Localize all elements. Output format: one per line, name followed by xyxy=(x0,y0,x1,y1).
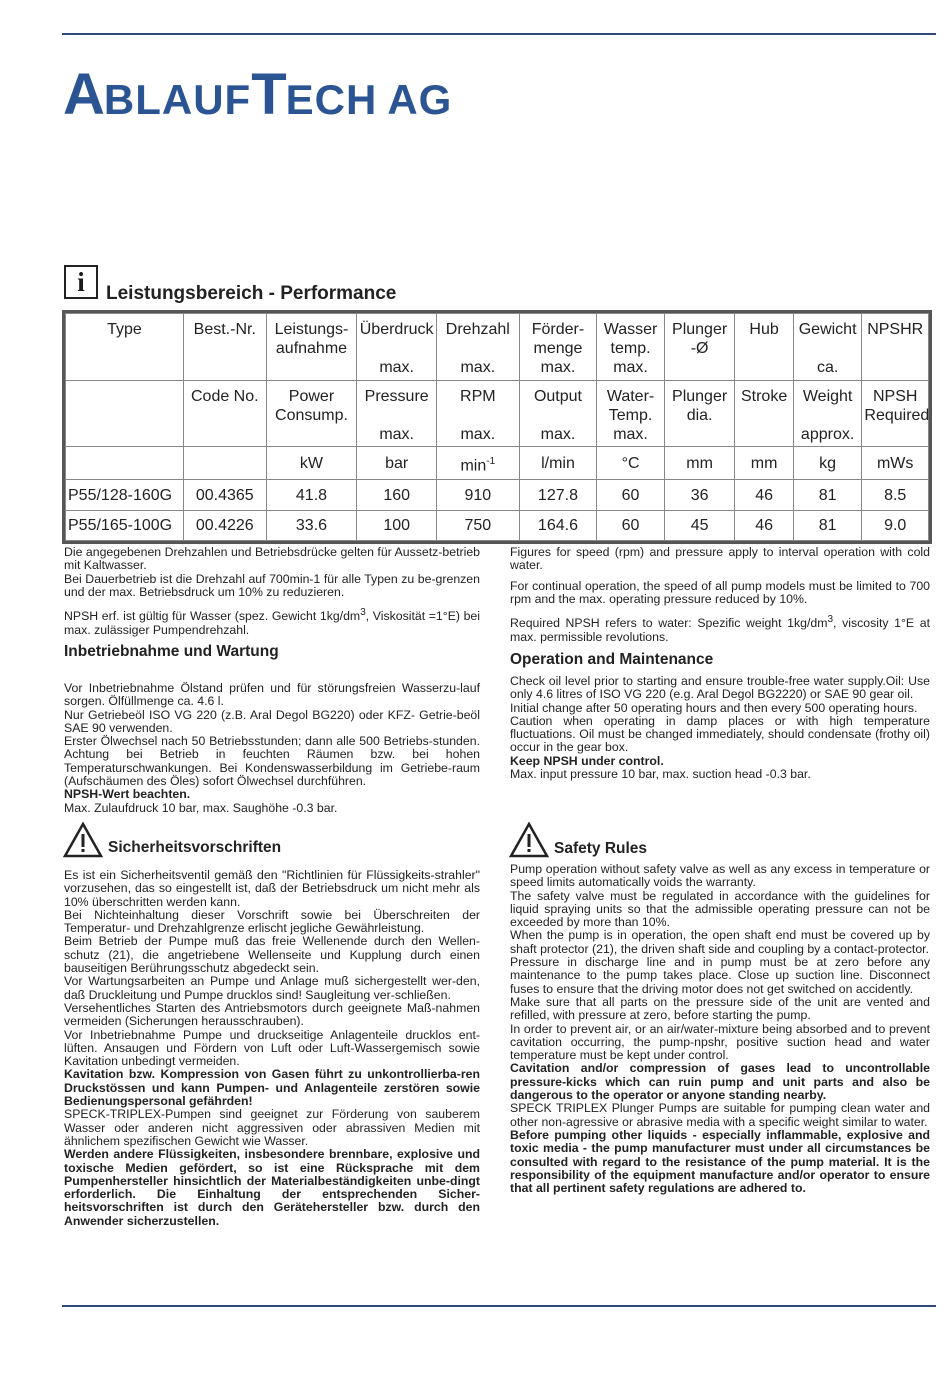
header-cell: Überdruck max. xyxy=(357,314,437,381)
table-cell: 750 xyxy=(436,510,519,540)
table-row xyxy=(66,480,929,510)
note-de-1: Die angegebenen Drehzahlen und Betriebsdrücke gelten für Aussetz-betrieb mit Kaltwasser. xyxy=(64,545,480,573)
table-cell: 45 xyxy=(664,510,735,540)
table-cell: 160 xyxy=(357,480,437,510)
header-cell: Water- Temp. max. xyxy=(597,380,665,447)
note-de-2: Bei Dauerbetrieb ist die Drehzahl auf 700min-1 für alle Typen zu be-grenzen und der max. Betriebsdruck um 10% zu reduzieren. xyxy=(64,571,480,599)
unit-cell: bar xyxy=(357,447,437,480)
table-cell: 00.4365 xyxy=(183,480,266,510)
safety-en-1: Pump operation without safety valve as well as any excess in temperature or speed limits automatically voids the warranty. xyxy=(510,862,930,890)
header-cell: NPSHR xyxy=(862,314,929,381)
unit-cell: l/min xyxy=(519,447,597,480)
table-cell: 9.0 xyxy=(862,510,929,540)
safety-text-en xyxy=(510,863,930,1195)
safety-en-8: SPECK TRIPLEX Plunger Pumps are suitable for pumping clean water and other non-agressive or abrasive media with a specific weight similar to water. xyxy=(510,1101,930,1129)
table-cell: P55/165-100G xyxy=(66,510,184,540)
header-cell: Type xyxy=(66,314,184,381)
table-cell: 8.5 xyxy=(862,480,929,510)
header-cell: Weight approx. xyxy=(793,380,862,447)
table-cell: 00.4226 xyxy=(183,510,266,540)
operation-de-2: Nur Getriebeöl ISO VG 220 (z.B. Aral Degol BG220) oder KFZ- Getrie-beöl SAE 90 verwenden. xyxy=(64,707,480,735)
header-cell: Power Consump. xyxy=(266,380,357,447)
header-cell: Drehzahl max. xyxy=(436,314,519,381)
safety-en-2: The safety valve must be regulated in accordance with the guidelines for liquid spraying units so that the admissible operating pressure can not be exceeded by more than 10%. xyxy=(510,888,930,930)
table-cell: 127.8 xyxy=(519,480,597,510)
table-units-row xyxy=(66,447,929,480)
operation-text-en xyxy=(510,675,930,781)
operation-title-en: Operation and Maintenance xyxy=(510,651,714,668)
warning-icon xyxy=(63,822,103,858)
operation-en-2: Initial change after 50 operating hours and then every 500 operating hours. xyxy=(510,700,918,715)
safety-en-9: Before pumping other liquids - especially inflammable, explosive and toxic media - the pump manufacturer must under all circumstances be consulted with regard to the resistance of the pump material. It is the responsibility of the equipment manufacture and/or operator to ensure that all pertinent safety regulations are adhered to. xyxy=(510,1127,930,1196)
operation-de-3: Erster Ölwechsel nach 50 Betriebsstunden; dann alle 500 Betriebs-stunden. Achtung bei Betrieb in feuchten Räumen bzw. bei hohen Temperaturschwankungen. Bei Kondenswasserbildung im Getriebe-raum (Aufschäumen des Öles) sofort Ölwechsel durchführen. xyxy=(64,734,480,789)
operation-de-4: NPSH-Wert beachten. xyxy=(64,787,191,802)
table-cell: 81 xyxy=(793,480,862,510)
table-row xyxy=(66,510,929,540)
unit-cell xyxy=(66,447,184,480)
operation-de-5: Max. Zulaufdruck 10 bar, max. Saughöhe -0.3 bar. xyxy=(64,800,338,815)
safety-title-en: Safety Rules xyxy=(554,840,648,857)
safety-de-2: Bei Nichteinhaltung dieser Vorschrift sowie bei Überschreiten der Temperatur- und Drehzahlgrenze erlischt jegliche Gewährleistung. xyxy=(64,907,480,936)
operation-title-de: Inbetriebnahme und Wartung xyxy=(64,643,279,660)
header-cell: Hub xyxy=(735,314,793,381)
note-de-3: NPSH erf. ist gültig für Wasser (spez. Gewicht $1kg/dm^3$, Viskosität =1°E) bei max. zulässiger Pumpendrehzahl. xyxy=(64,607,480,637)
unit-cell: mm xyxy=(735,447,793,480)
header-cell: Gewicht ca. xyxy=(793,314,862,381)
table-cell: 46 xyxy=(735,480,793,510)
header-cell: Förder- menge max. xyxy=(519,314,597,381)
safety-text-de xyxy=(64,869,480,1228)
safety-de-8: SPECK-TRIPLEX-Pumpen sind geeignet zur Förderung von sauberem Wasser oder anderen nicht aggressiven oder abrassiven Medien mit ähnlichem spezifischen Gewicht wie Wasser. xyxy=(64,1107,480,1148)
safety-de-1: Es ist ein Sicherheitsventil gemäß den "Richtlinien für Flüssigkeits-strahler" vorzusehen, das so eingestellt ist, daß der Betriebsdruck um nicht mehr als 10% überschritten werden kann. xyxy=(64,868,480,909)
safety-en-5: Make sure that all parts on the pressure side of the unit are vented and refilled, with pressure at zero, before starting the pump. xyxy=(510,994,930,1023)
unit-cell xyxy=(183,447,266,480)
table-header-english xyxy=(66,380,929,447)
header-cell xyxy=(66,380,184,447)
safety-title-de: Sicherheitsvorschriften xyxy=(108,839,282,856)
header-cell: Code No. xyxy=(183,380,266,447)
unit-cell: °C xyxy=(597,447,665,480)
safety-de-4: Vor Wartungsarbeiten an Pumpe und Anlage muß sichergestellt wer-den, daß Druckleitung und Pumpe drucklos sind! Saugleitung ver-schließen. xyxy=(64,974,480,1002)
operation-en-1: Check oil level prior to starting and ensure trouble-free water supply.Oil: Use only 4.6 litres of ISO VG 220 (e.g. Aral Degol BG2220) or SAE 90 gear oil. xyxy=(510,674,930,702)
table-cell: 910 xyxy=(436,480,519,510)
operation-text-de xyxy=(64,682,480,815)
top-rule xyxy=(62,33,936,35)
unit-cell: mm xyxy=(664,447,735,480)
header-cell: Plunger -Ø xyxy=(664,314,735,381)
unit-cell: kg xyxy=(793,447,862,480)
header-cell: Best.-Nr. xyxy=(183,314,266,381)
header-cell: NPSH Required xyxy=(862,380,929,447)
right-notes xyxy=(510,546,930,644)
bottom-rule xyxy=(62,1305,936,1307)
table-cell: 60 xyxy=(597,480,665,510)
info-icon: i xyxy=(64,265,98,299)
table-cell: 46 xyxy=(735,510,793,540)
company-logo: ABLAUFTECH AG xyxy=(63,62,453,127)
table-cell: 100 xyxy=(357,510,437,540)
table-cell: 41.8 xyxy=(266,480,357,510)
header-cell: Output max. xyxy=(519,380,597,447)
header-cell: Pressure max. xyxy=(357,380,437,447)
header-cell: RPM max. xyxy=(436,380,519,447)
unit-cell: kW xyxy=(266,447,357,480)
table-header-german xyxy=(66,314,929,381)
table-cell: 81 xyxy=(793,510,862,540)
unit-cell: mWs xyxy=(862,447,929,480)
note-en-2: For continual operation, the speed of all pump models must be limited to 700 rpm and the max. operating pressure reduced by 10%. xyxy=(510,578,930,606)
table-cell: 60 xyxy=(597,510,665,540)
note-en-1: Figures for speed (rpm) and pressure apply to interval operation with cold water. xyxy=(510,545,930,573)
operation-de-1: Vor Inbetriebnahme Ölstand prüfen und für störungsfreien Wasserzu-lauf sorgen. Ölfüllmenge ca. 4.6 l. xyxy=(64,681,480,709)
left-notes xyxy=(64,546,480,637)
operation-en-5: Max. input pressure 10 bar, max. suction head -0.3 bar. xyxy=(510,767,811,782)
header-cell: Leistungs- aufnahme xyxy=(266,314,357,381)
safety-en-6: In order to prevent air, or an air/water-mixture being absorbed and to prevent cavitation occurring, the pump-npshr, positive suction head and water temperature must be kept under control. xyxy=(510,1021,930,1063)
safety-de-9: Werden andere Flüssigkeiten, insbesondere brennbare, explosive und toxische Medien gefördert, so ist eine Rücksprache mit dem Pumpenhersteller hinsichtlich der Materialbeständigkeiten unbe-dingt erforderlich. Die Einhaltung der entsprechenden Sicher-heitsvorschriften ist durch den Gerätehersteller bzw. durch den Anwender sicherzustellen. xyxy=(64,1147,480,1228)
safety-de-7: Kavitation bzw. Kompression von Gasen führt zu unkontrollierba-ren Druckstössen und kann Pumpen- und Anlagenteile zerstören sowie Bedienungspersonal gefährden! xyxy=(64,1067,480,1109)
note-en-3: Required NPSH refers to water: Spezific weight $1kg/dm^3$, viscosity 1°E at max. permissible revolutions. xyxy=(510,614,930,644)
safety-de-3: Beim Betrieb der Pumpe muß das freie Wellenende durch den Wellen-schutz (21), die angetriebene Wellenseite und Kupplung durch einen bauseitigen Berührungsschutz abgedeckt sein. xyxy=(64,934,480,976)
performance-table xyxy=(62,310,932,544)
warning-icon xyxy=(509,822,549,858)
operation-en-4: Keep NPSH under control. xyxy=(510,753,664,768)
safety-en-4: Pressure in discharge line and in pump must be at zero before any maintenance to the pump takes place. Close up suction line. Disconnect fuses to ensure that the driving motor does not get switched on accidently. xyxy=(510,955,930,996)
safety-en-3: When the pump is in operation, the open shaft end must be covered up by shaft protector (21), the driven shaft side and coupling by a contact-protector. xyxy=(510,928,930,956)
operation-en-3: Caution when operating in damp places or with high temperature fluctuations. Oil must be changed immediately, should condensate (frothy oil) occur in the gear box. xyxy=(510,713,930,755)
header-cell: Wasser temp. max. xyxy=(597,314,665,381)
header-cell: Plunger dia. xyxy=(664,380,735,447)
table-cell: P55/128-160G xyxy=(66,480,184,510)
safety-de-6: Vor Inbetriebnahme Pumpe und druckseitige Anlagenteile drucklos ent-lüften. Ansaugen und Fördern von Luft oder Luft-Wassergemisch sowie Kavitation unbedingt vermeiden. xyxy=(64,1027,480,1069)
safety-en-7: Cavitation and/or compression of gases lead to uncontrollable pressure-kicks which can ruin pump and unit parts and also be dangerous to the operator or anyone standing nearby. xyxy=(510,1061,930,1103)
table-cell: 36 xyxy=(664,480,735,510)
unit-cell: $\min^{-1}$ xyxy=(436,447,519,480)
header-cell: Stroke xyxy=(735,380,793,447)
table-cell: 33.6 xyxy=(266,510,357,540)
safety-de-5: Versehentliches Starten des Antriebsmotors durch geeignete Maß-nahmen vermeiden (Sicherungen herausschrauben). xyxy=(64,1000,480,1029)
performance-title: Leistungsbereich - Performance xyxy=(106,283,397,304)
table-cell: 164.6 xyxy=(519,510,597,540)
